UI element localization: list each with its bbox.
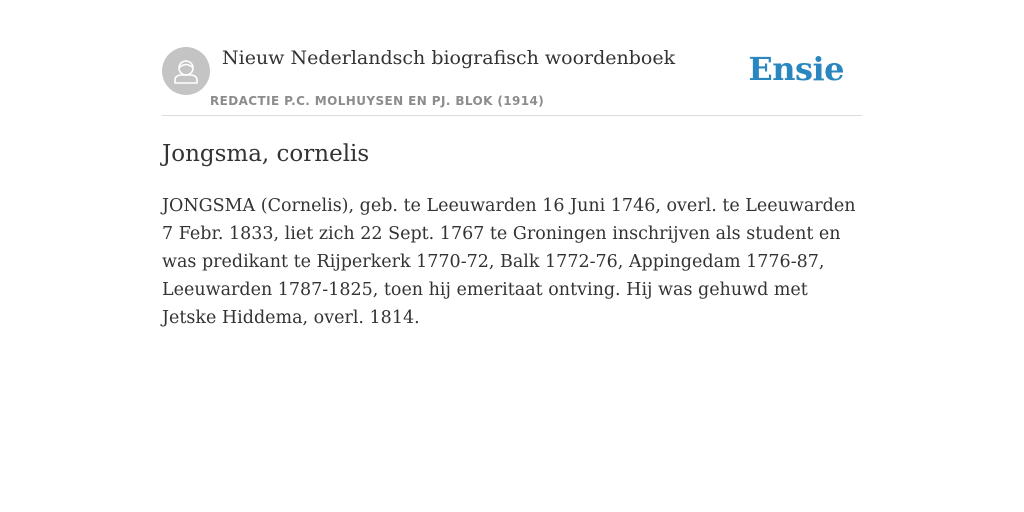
entry-body: JONGSMA (Cornelis), geb. te Leeuwarden 16 Juni 1746, overl. te Leeuwarden 7 Febr. 1833, liet zich 22 Sept. 1767 te Groningen inschrijven als student en was predikant te Rijperkerk 1770-72, Balk 1772-76, Appingedam 1776-87, Leeuwarden 1787-1825, toen hij emeritaat ontving. Hij was gehuwd met Jetske Hiddema, overl. 1814. — [162, 196, 856, 328]
source-header — [162, 40, 862, 116]
entry-title: Jongsma, cornelis — [162, 141, 370, 167]
brand-logo[interactable]: Ensie — [748, 50, 844, 88]
source-editors: REDACTIE P.C. MOLHUYSEN EN PJ. BLOK (1914) — [210, 94, 545, 108]
avatar — [162, 47, 210, 95]
source-title[interactable]: Nieuw Nederlandsch biografisch woordenboek — [222, 47, 676, 69]
user-silhouette-icon — [162, 47, 210, 95]
